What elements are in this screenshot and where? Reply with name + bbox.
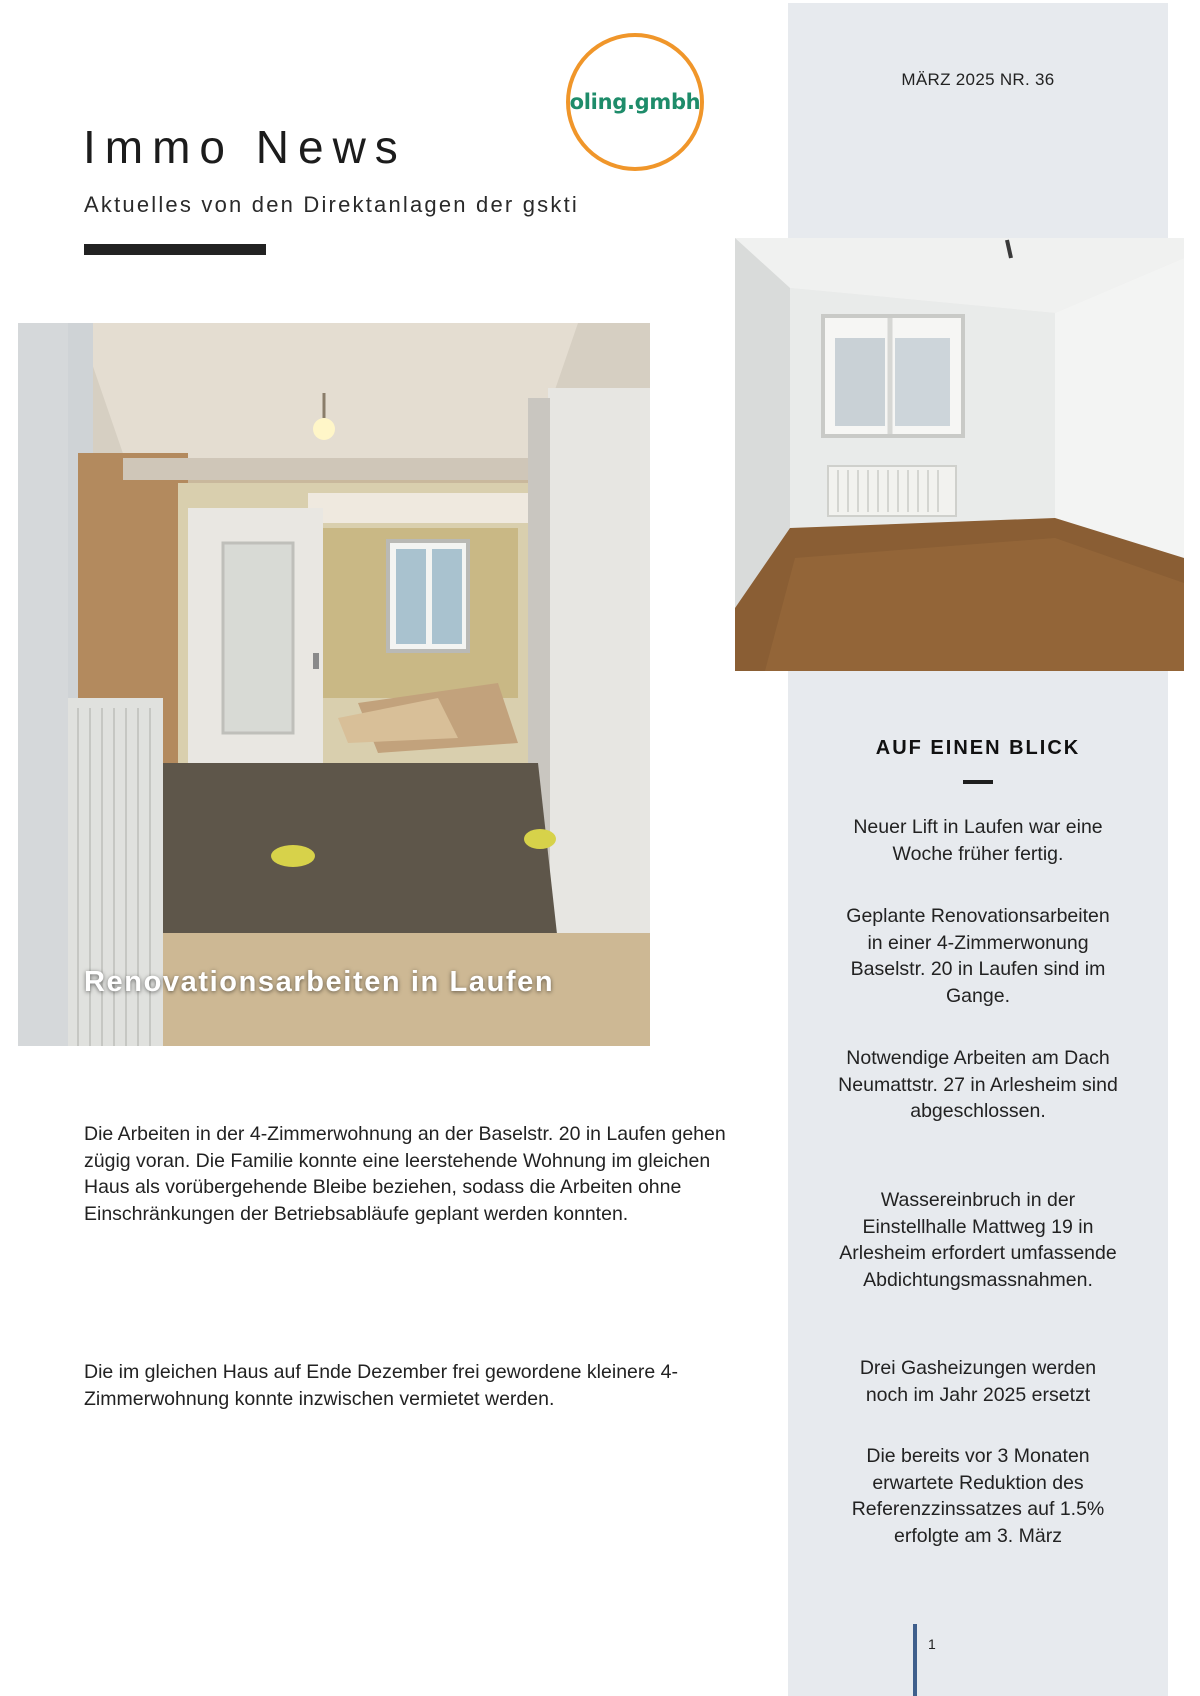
sidebar-item: Geplante Renovationsarbeiten in einer 4-Zimmerwonung Baselstr. 20 in Laufen sind im Gange.	[846, 905, 1110, 1007]
article-paragraph: Die im gleichen Haus auf Ende Dezember frei gewordene kleinere 4-Zimmerwohnung konnte inzwischen vermietet werden.	[84, 1361, 678, 1410]
page-number: 1	[928, 1636, 936, 1652]
issue-label: MÄRZ 2025 NR. 36	[901, 70, 1055, 89]
room-photo	[735, 238, 1184, 671]
sidebar-item: Die bereits vor 3 Monaten erwartete Reduktion des Referenzzinssatzes auf 1.5% erfolgte am 3. März	[851, 1445, 1105, 1547]
logo-text: oling.gmbh	[569, 90, 701, 114]
sidebar-item: Notwendige Arbeiten am Dach Neumattstr. 27 in Arlesheim sind abgeschlossen.	[838, 1047, 1118, 1122]
company-logo	[566, 33, 704, 171]
photo-caption: Renovationsarbeiten in Laufen	[84, 966, 555, 998]
article-paragraph: Die Arbeiten in der 4-Zimmerwohnung an der Baselstr. 20 in Laufen gehen zügig voran. Die Familie konnte eine leerstehende Wohnung im gleichen Haus als vorübergehende Bleibe beziehen, sodass die Arbeiten ohne Einschränkungen der Betriebsabläufe geplant werden konnten.	[84, 1123, 726, 1225]
page-subtitle: Aktuelles von den Direktanlagen der gskti	[84, 192, 579, 217]
sidebar-item: Drei Gasheizungen werden noch im Jahr 2025 ersetzt	[859, 1357, 1097, 1406]
sidebar-heading-rule	[963, 780, 993, 784]
sidebar-heading: AUF EINEN BLICK	[875, 737, 1081, 759]
room-photo-illustration	[735, 238, 1184, 671]
sidebar-item: Neuer Lift in Laufen war eine Woche früher fertig.	[853, 816, 1103, 865]
sidebar-item: Wassereinbruch in der Einstellhalle Mattweg 19 in Arlesheim erfordert umfassende Abdichtungsmassnahmen.	[839, 1189, 1117, 1291]
renovation-photo	[18, 323, 650, 1046]
page-number-rule	[913, 1624, 917, 1696]
title-rule	[84, 244, 266, 255]
renovation-photo-illustration	[18, 323, 650, 1046]
page-title: Immo News	[83, 121, 407, 173]
